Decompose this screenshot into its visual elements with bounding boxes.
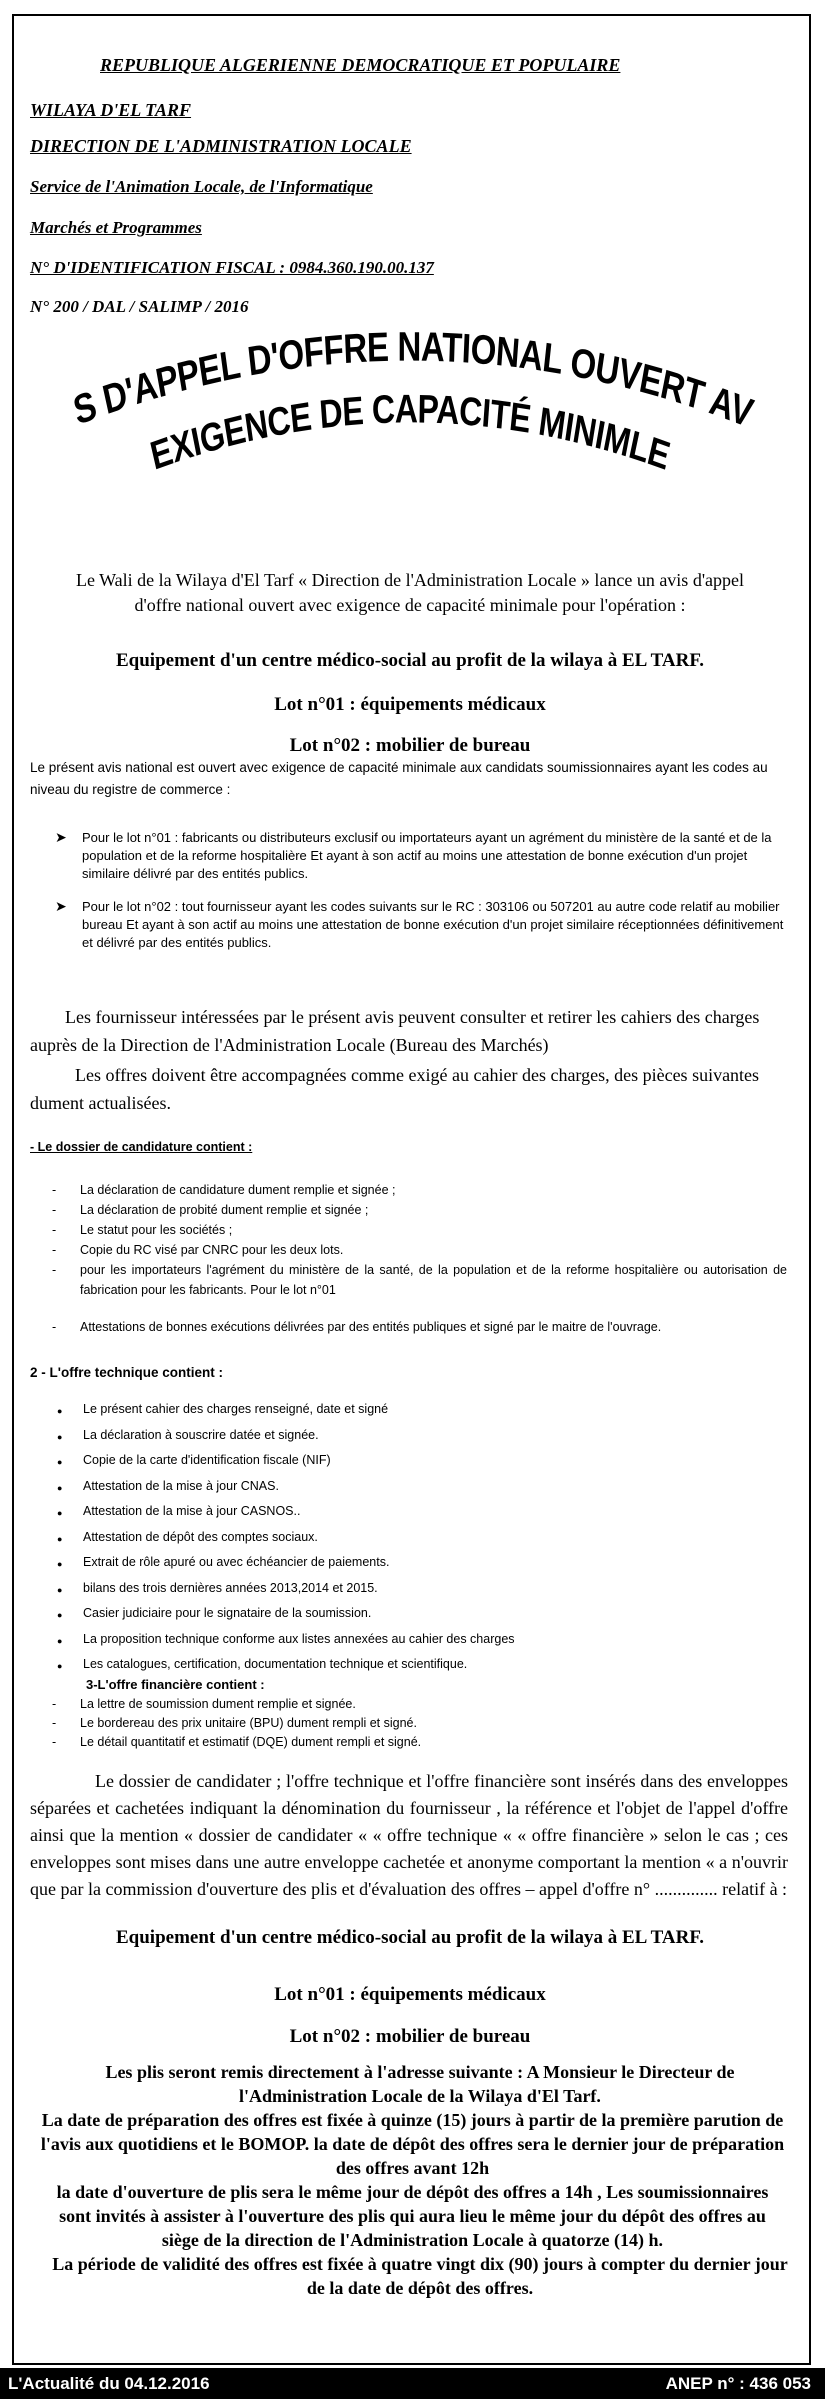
envelopes-paragraph: Le dossier de candidater ; l'offre technique et l'offre financière sont insérés dans des enveloppes séparées et cachetées indiquant la dénomination du fournisseur , la référence et l'objet de l'appel d'offre ainsi que la mention « dossier de candidater « « offre technique « « offre financière » selon le cas ; ces enveloppes sont mises dans une autre enveloppe cachetée et anonyme comportant la mention « a n'ouvrir que par la commission d'ouverture des plis et d'évaluation des offres – appel d'offre n° .............. relatif à : [30, 1771, 788, 1899]
financiere-list [52, 1695, 787, 1752]
lot-2-title-repeat: Lot n°02 : mobilier de bureau [289, 2026, 531, 2047]
nif-header: N° D'IDENTIFICATION FISCAL : 0984.360.190.00.137 [30, 258, 434, 277]
financiere-heading: 3-L'offre financière contient : [86, 1677, 265, 1692]
eligibility-paragraph: Le présent avis national est ouvert avec exigence de capacité minimale aux candidats soumissionnaires ayant les codes au niveau du registre de commerce : [30, 760, 768, 797]
list-item: - pour les importateurs l'agrément du ministère de la santé, de la population et de la reforme hospitalière ou autorisation de fabrication pour les fabricants. Pour le lot n°01 [52, 1260, 787, 1300]
footer-bar [0, 2368, 825, 2399]
title-line-1: S D'APPEL D'OFFRE NATIONAL OUVERT AV [68, 330, 758, 436]
list-item: - Le détail quantitatif et estimatif (DQE) dument rempli et signé. [52, 1733, 787, 1752]
list-item: - La déclaration de probité dument remplie et signée ; [52, 1200, 787, 1220]
validite-paragraph: La période de validité des offres est fixée à quatre vingt dix (90) jours à compter du dernier jour de la date de dépôt des offres. [52, 2254, 788, 2298]
list-item: ● Casier judiciaire pour le signataire de la soumission. [55, 1601, 785, 1627]
operation-title-repeat: Equipement d'un centre médico-social au profit de la wilaya à EL TARF. [116, 1927, 704, 1948]
intro-paragraph: Le Wali de la Wilaya d'El Tarf « Direction de l'Administration Locale » lance un avis d'appel d'offre national ouvert avec exigence de capacité minimale pour l'opération : [75, 570, 745, 615]
list-item: ● Les catalogues, certification, documentation technique et scientifique. [55, 1652, 785, 1678]
svg-text:EXIGENCE DE CAPACITÉ MINIMLE [146, 386, 673, 478]
date-preparation-paragraph: La date de préparation des offres est fixée à quinze (15) jours à partir de la première parution de l'avis aux quotidiens et le BOMOP. la date de dépôt des offres sera le dernier jour de préparation des offres avant 12h [40, 2110, 785, 2178]
direction-header: DIRECTION DE L'ADMINISTRATION LOCALE [30, 136, 412, 156]
lot-1-requirements: Pour le lot n°01 : fabricants ou distributeurs exclusif ou importateurs ayant un agrément du ministère de la santé et de la population et de la reforme hospitalière Et ayant à son actif au moins une attestation de bonne exécution d'un projet similaire délivré par des entités publics. [82, 830, 772, 881]
lot-1-title: Lot n°01 : équipements médicaux [274, 694, 546, 715]
lot-2-title: Lot n°02 : mobilier de bureau [289, 735, 531, 756]
consult-paragraph: Les fournisseur intéressées par le présent avis peuvent consulter et retirer les cahiers des charges auprès de la Direction de l'Administration Locale (Bureau des Marchés) [30, 1007, 760, 1055]
dossier-heading: - Le dossier de candidature contient : [30, 1140, 253, 1154]
list-item: ● Extrait de rôle apuré ou avec échéancier de paiements. [55, 1550, 785, 1576]
notice-title [60, 330, 760, 480]
arrow-icon: ➤ [55, 830, 67, 846]
wilaya-header: WILAYA D'EL TARF [30, 100, 192, 120]
attestation-list [52, 1320, 787, 1334]
offers-paragraph: Les offres doivent être accompagnées comme exigé au cahier des charges, des pièces suivantes dument actualisées. [30, 1065, 760, 1113]
technique-heading: 2 - L'offre technique contient : [30, 1365, 223, 1380]
list-item: - Le bordereau des prix unitaire (BPU) dument rempli et signé. [52, 1714, 787, 1733]
list-item: ● Le présent cahier des charges renseigné, date et signé [55, 1397, 785, 1423]
lot-1-title-repeat: Lot n°01 : équipements médicaux [274, 1984, 546, 2005]
list-item: ● Attestation de la mise à jour CNAS. [55, 1474, 785, 1500]
list-item: ● La déclaration à souscrire datée et signée. [55, 1423, 785, 1449]
arrow-icon: ➤ [55, 899, 67, 915]
list-item: - La déclaration de candidature dument remplie et signée ; [52, 1180, 787, 1200]
republic-header: REPUBLIQUE ALGERIENNE DEMOCRATIQUE ET POPULAIRE [100, 55, 621, 75]
list-item: - Attestations de bonnes exécutions délivrées par des entités publiques et signé par le maitre de l'ouvrage. [52, 1320, 787, 1334]
newspaper-date: L'Actualité du 04.12.2016 [8, 2374, 210, 2393]
dossier-list [52, 1180, 787, 1300]
list-item: ● Copie de la carte d'identification fiscale (NIF) [55, 1448, 785, 1474]
list-item: ● La proposition technique conforme aux listes annexées au cahier des charges [55, 1627, 785, 1653]
list-item: ● Attestation de dépôt des comptes sociaux. [55, 1525, 785, 1551]
list-item: - La lettre de soumission dument remplie et signée. [52, 1695, 787, 1714]
title-line-2: EXIGENCE DE CAPACITÉ MINIMLE [146, 386, 674, 479]
lot-2-requirements: Pour le lot n°02 : tout fournisseur ayant les codes suivants sur le RC : 303106 ou 507201 au autre code relatif au mobilier bureau Et ayant à son actif au moins une attestation de bonne exécution d'un projet similaire réceptionnées définitivement et délivré par des entités publics. [82, 899, 784, 950]
service-header: Service de l'Animation Locale, de l'Informatique [30, 177, 373, 196]
anep-number: ANEP n° : 436 053 [665, 2374, 811, 2393]
list-item: ● Attestation de la mise à jour CASNOS.. [55, 1499, 785, 1525]
operation-title: Equipement d'un centre médico-social au profit de la wilaya à EL TARF. [116, 650, 704, 671]
list-item: ● bilans des trois dernières années 2013,2014 et 2015. [55, 1576, 785, 1602]
plis-paragraph: Les plis seront remis directement à l'adresse suivante : A Monsieur le Directeur de l'Administration Locale de la Wilaya d'El Tarf. [105, 2062, 735, 2106]
reference-number: N° 200 / DAL / SALIMP / 2016 [30, 297, 249, 316]
list-item: - Copie du RC visé par CNRC pour les deux lots. [52, 1240, 787, 1260]
list-item: - Le statut pour les sociétés ; [52, 1220, 787, 1240]
technique-list [55, 1397, 785, 1678]
ouverture-paragraph: la date d'ouverture de plis sera le même jour de dépôt des offres a 14h , Les soumissionnaires sont invités à assister à l'ouverture des plis qui aura lieu le même jour du dépôt des offres au siège de la direction de l'Administration Locale à quatorze (14) h. [56, 2182, 769, 2250]
marches-header: Marchés et Programmes [30, 218, 202, 237]
